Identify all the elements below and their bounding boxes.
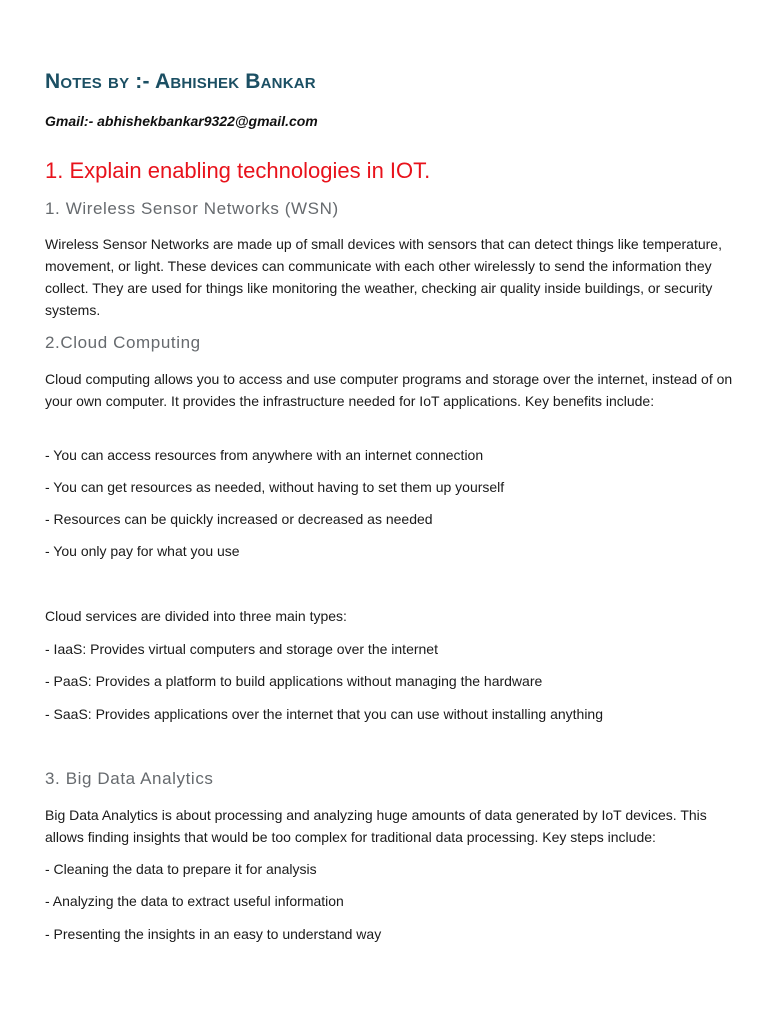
list-item: - You can get resources as needed, without having to set them up yourself [45, 479, 505, 495]
list-item: - Presenting the insights in an easy to understand way [45, 926, 382, 942]
list-item: - Analyzing the data to extract useful information [45, 893, 344, 909]
bigdata-paragraph: Big Data Analytics is about processing and analyzing huge amounts of data generated by IoT devices. This allows finding insights that would be too complex for traditional data processing. Key steps include: [45, 807, 707, 845]
list-item: - You only pay for what you use [45, 543, 240, 559]
author-title: Notes by :- Abhishek Bankar [45, 70, 316, 93]
list-item: - Cleaning the data to prepare it for analysis [45, 861, 317, 877]
wsn-paragraph: Wireless Sensor Networks are made up of small devices with sensors that can detect things like temperature, movement, or light. These devices can communicate with each other wirelessly to send the information they collect. They are used for things like monitoring the weather, checking air quality inside buildings, or security systems. [45, 236, 722, 318]
cloud-paragraph: Cloud computing allows you to access and use computer programs and storage over the internet, instead of on your own computer. It provides the infrastructure needed for IoT applications. Key benefits include: [45, 371, 733, 409]
list-item: - SaaS: Provides applications over the internet that you can use without installing anything [45, 706, 603, 722]
list-item: - You can access resources from anywhere with an internet connection [45, 447, 484, 463]
list-item: - PaaS: Provides a platform to build applications without managing the hardware [45, 673, 543, 689]
bigdata-heading: 3. Big Data Analytics [45, 769, 214, 788]
list-item: - IaaS: Provides virtual computers and storage over the internet [45, 641, 438, 657]
question-title: 1. Explain enabling technologies in IOT. [45, 158, 431, 183]
cloud-heading: 2.Cloud Computing [45, 333, 201, 352]
wsn-heading: 1. Wireless Sensor Networks (WSN) [45, 199, 339, 218]
cloud-types-intro: Cloud services are divided into three main types: [45, 608, 347, 624]
author-email: Gmail:- abhishekbankar9322@gmail.com [45, 113, 318, 129]
list-item: - Resources can be quickly increased or decreased as needed [45, 511, 433, 527]
